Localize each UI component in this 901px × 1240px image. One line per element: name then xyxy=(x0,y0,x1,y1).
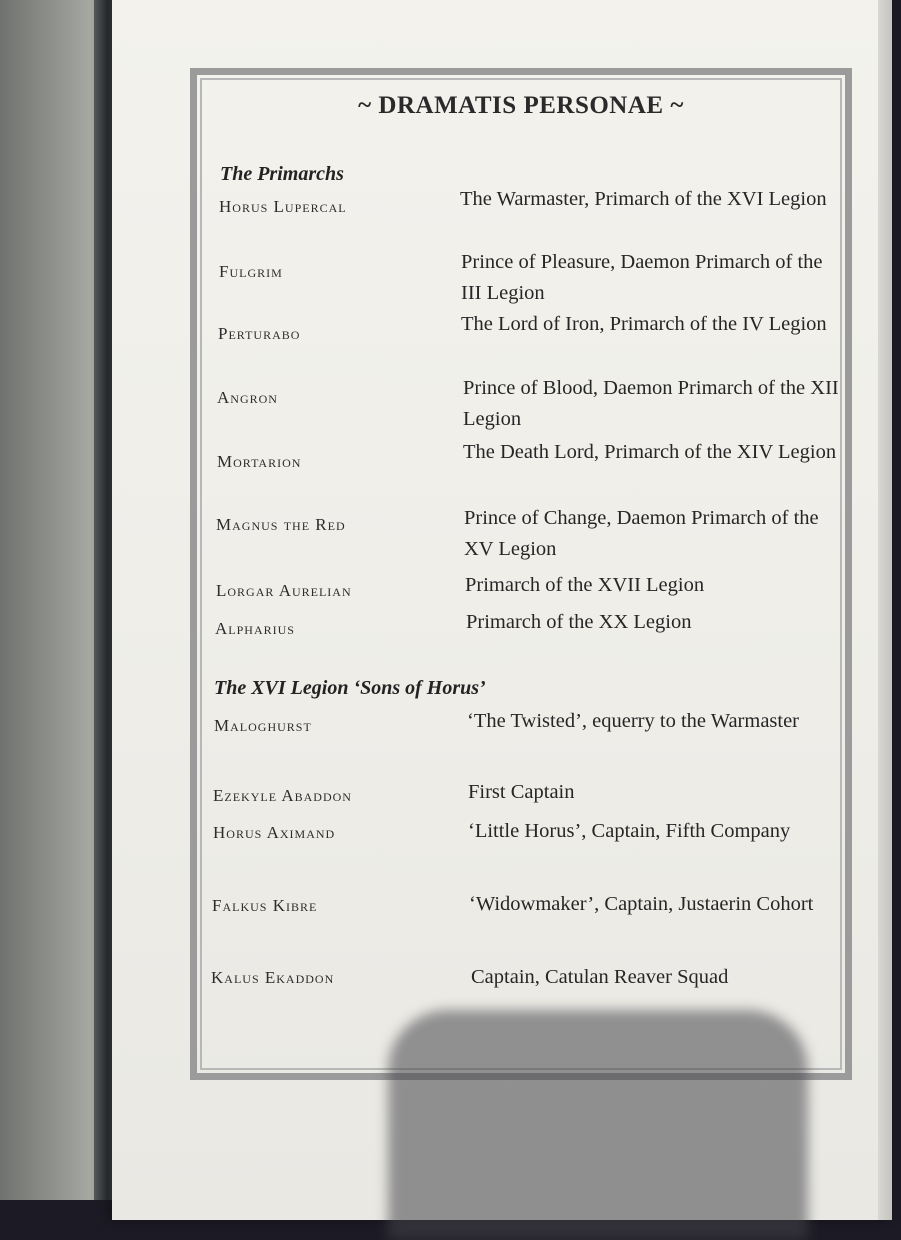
character-name: Fulgrim xyxy=(219,262,283,281)
character-role: The Death Lord, Primarch of the XIV Legion xyxy=(463,441,837,463)
character-role: The Warmaster, Primarch of the XVI Legion xyxy=(460,188,827,210)
character-name: Lorgar Aurelian xyxy=(216,581,352,600)
character-role: Prince of Change, Daemon Primarch of the XV Legion xyxy=(464,507,819,560)
character-role: Prince of Pleasure, Daemon Primarch of the III Legion xyxy=(461,251,823,304)
thumb-shadow xyxy=(388,1010,808,1240)
character-role: Primarch of the XX Legion xyxy=(466,611,692,633)
section-heading-primarchs: The Primarchs xyxy=(220,163,344,185)
character-role: ‘Little Horus’, Captain, Fifth Company xyxy=(468,820,791,842)
character-role: Prince of Blood, Daemon Primarch of the XII Legion xyxy=(463,377,839,430)
character-role: Captain, Catulan Reaver Squad xyxy=(471,966,729,988)
character-name: Maloghurst xyxy=(214,716,312,735)
character-name: Falkus Kibre xyxy=(212,896,318,915)
character-name: Ezekyle Abaddon xyxy=(213,786,352,805)
character-name: Alpharius xyxy=(215,619,295,638)
page-title: ~ DRAMATIS PERSONAE ~ xyxy=(358,92,684,119)
character-name: Kalus Ekaddon xyxy=(211,968,335,987)
character-name: Perturabo xyxy=(218,324,301,343)
character-role: Primarch of the XVII Legion xyxy=(465,574,705,596)
character-role: First Captain xyxy=(468,781,575,803)
character-role: ‘Widowmaker’, Captain, Justaerin Cohort xyxy=(469,893,814,915)
page-edge xyxy=(878,0,892,1220)
character-role: The Lord of Iron, Primarch of the IV Legion xyxy=(461,313,827,335)
character-name: Horus Aximand xyxy=(213,823,336,842)
character-name: Angron xyxy=(217,388,278,407)
character-role: ‘The Twisted’, equerry to the Warmaster xyxy=(467,710,800,732)
character-name: Horus Lupercal xyxy=(219,197,347,216)
character-name: Magnus the Red xyxy=(216,515,346,534)
section-heading-sons-of-horus: The XVI Legion ‘Sons of Horus’ xyxy=(214,677,486,699)
character-name: Mortarion xyxy=(217,452,302,471)
